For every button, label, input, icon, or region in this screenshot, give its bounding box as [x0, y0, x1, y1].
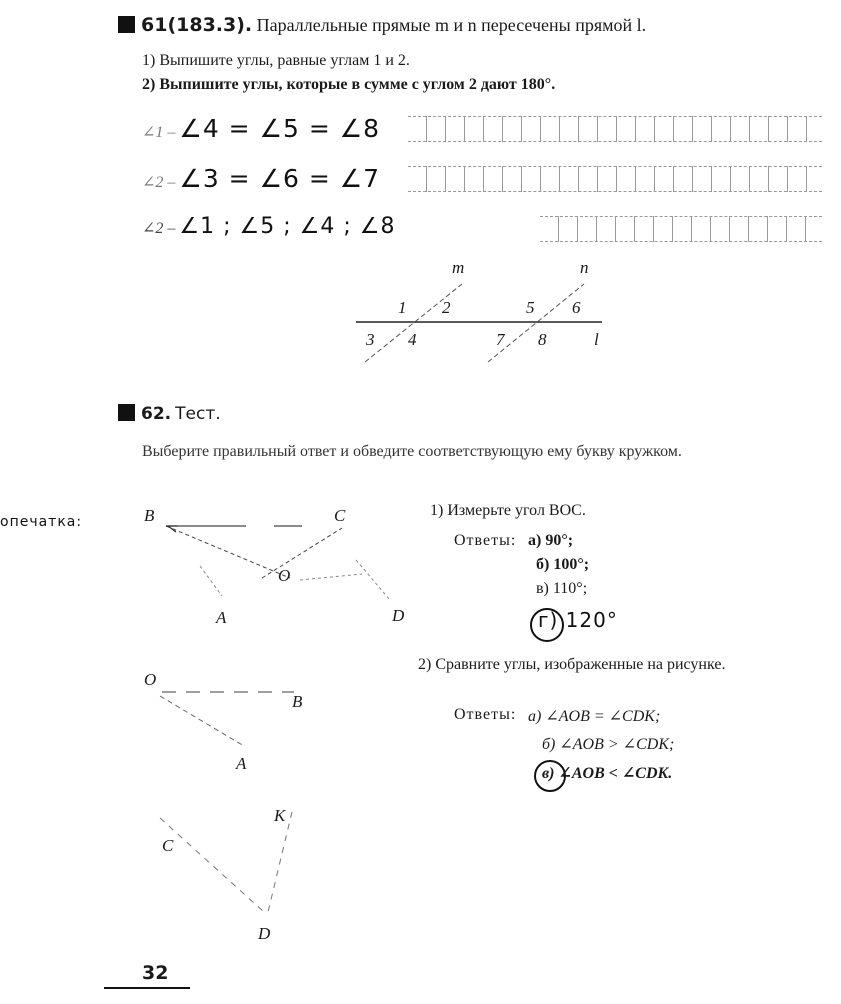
label-B: B — [144, 506, 155, 525]
label-C: C — [334, 506, 346, 525]
answer-row-2-prefix: ∠2 – — [142, 174, 176, 191]
ray-od — [300, 574, 362, 580]
q1-option-b: б) 100°; — [536, 556, 590, 573]
answer-row-1-text: ∠4 = ∠5 = ∠8 — [179, 114, 381, 143]
ray-oa-2 — [160, 696, 244, 746]
task-62-instruction: Выберите правильный ответ и обведите соответствующую ему букву кружком. — [142, 443, 682, 460]
answer-row-3-text: ∠1 ; ∠5 ; ∠4 ; ∠8 — [179, 214, 396, 239]
label-angle-2: 2 — [442, 298, 451, 317]
ray-ob — [166, 526, 290, 578]
task-62-title: Тест. — [175, 404, 221, 424]
label-A: A — [216, 608, 227, 627]
margin-note: опечатка: — [0, 514, 83, 530]
label-D-3: D — [258, 924, 271, 943]
label-angle-6: 6 — [572, 298, 581, 317]
label-O: O — [278, 566, 291, 585]
answer-row-1-prefix: ∠1 – — [142, 124, 176, 141]
label-angle-3: 3 — [366, 330, 375, 349]
ray-oa — [200, 566, 222, 596]
label-D: D — [392, 606, 405, 625]
label-angle-5: 5 — [526, 298, 535, 317]
task-61-number: 61(183.3). — [141, 14, 253, 36]
q2-option-a: а) ∠AOB = ∠CDK; — [528, 708, 661, 725]
page-number: 32 — [142, 962, 169, 984]
square-bullet-icon — [118, 404, 135, 421]
q2-text: 2) Сравните углы, изображенные на рисунке. — [418, 656, 726, 673]
label-C-3: C — [162, 836, 174, 855]
label-K: K — [274, 806, 286, 825]
label-angle-8: 8 — [538, 330, 547, 349]
answer-row-2-text: ∠3 = ∠6 = ∠7 — [179, 164, 381, 193]
label-l: l — [594, 330, 599, 349]
label-m: m — [452, 258, 465, 277]
q2-option-c: в) ∠AOB < ∠CDK. — [542, 765, 673, 782]
ray-dk — [268, 812, 292, 912]
label-angle-1: 1 — [398, 298, 407, 317]
q1-handwritten-answer: г) 120° — [538, 608, 618, 632]
answer-row-3-prefix: ∠2 – — [142, 220, 176, 237]
label-n: n — [580, 258, 589, 277]
task-61-item-2: 2) Выпишите углы, которые в сумме с углом 2 дают 180°. — [142, 76, 556, 93]
task-61-title: Параллельные прямые m и n пересечены прямой l. — [256, 15, 647, 35]
line-n — [488, 284, 584, 362]
q1-option-c: в) 110°; — [536, 580, 588, 597]
ray-oc — [262, 528, 342, 578]
q2-answers-label: Ответы: — [454, 706, 517, 723]
task-62-number: 62. — [141, 404, 172, 424]
label-O-2: O — [144, 670, 157, 689]
label-B-2: B — [292, 692, 303, 711]
line-m — [365, 284, 462, 362]
ray-dc — [160, 818, 264, 912]
task-62-heading — [118, 404, 221, 424]
q1-option-a: а) 90°; — [528, 532, 574, 549]
q1-text: 1) Измерьте угол BOC. — [430, 502, 586, 519]
label-A-2: A — [236, 754, 247, 773]
label-angle-7: 7 — [496, 330, 505, 349]
q2-option-b: б) ∠AOB > ∠CDK; — [542, 736, 675, 753]
task-61-item-1: 1) Выпишите углы, равные углам 1 и 2. — [142, 52, 410, 69]
label-angle-4: 4 — [408, 330, 417, 349]
ray-cd — [356, 560, 390, 600]
q1-answers-label: Ответы: — [454, 532, 517, 549]
